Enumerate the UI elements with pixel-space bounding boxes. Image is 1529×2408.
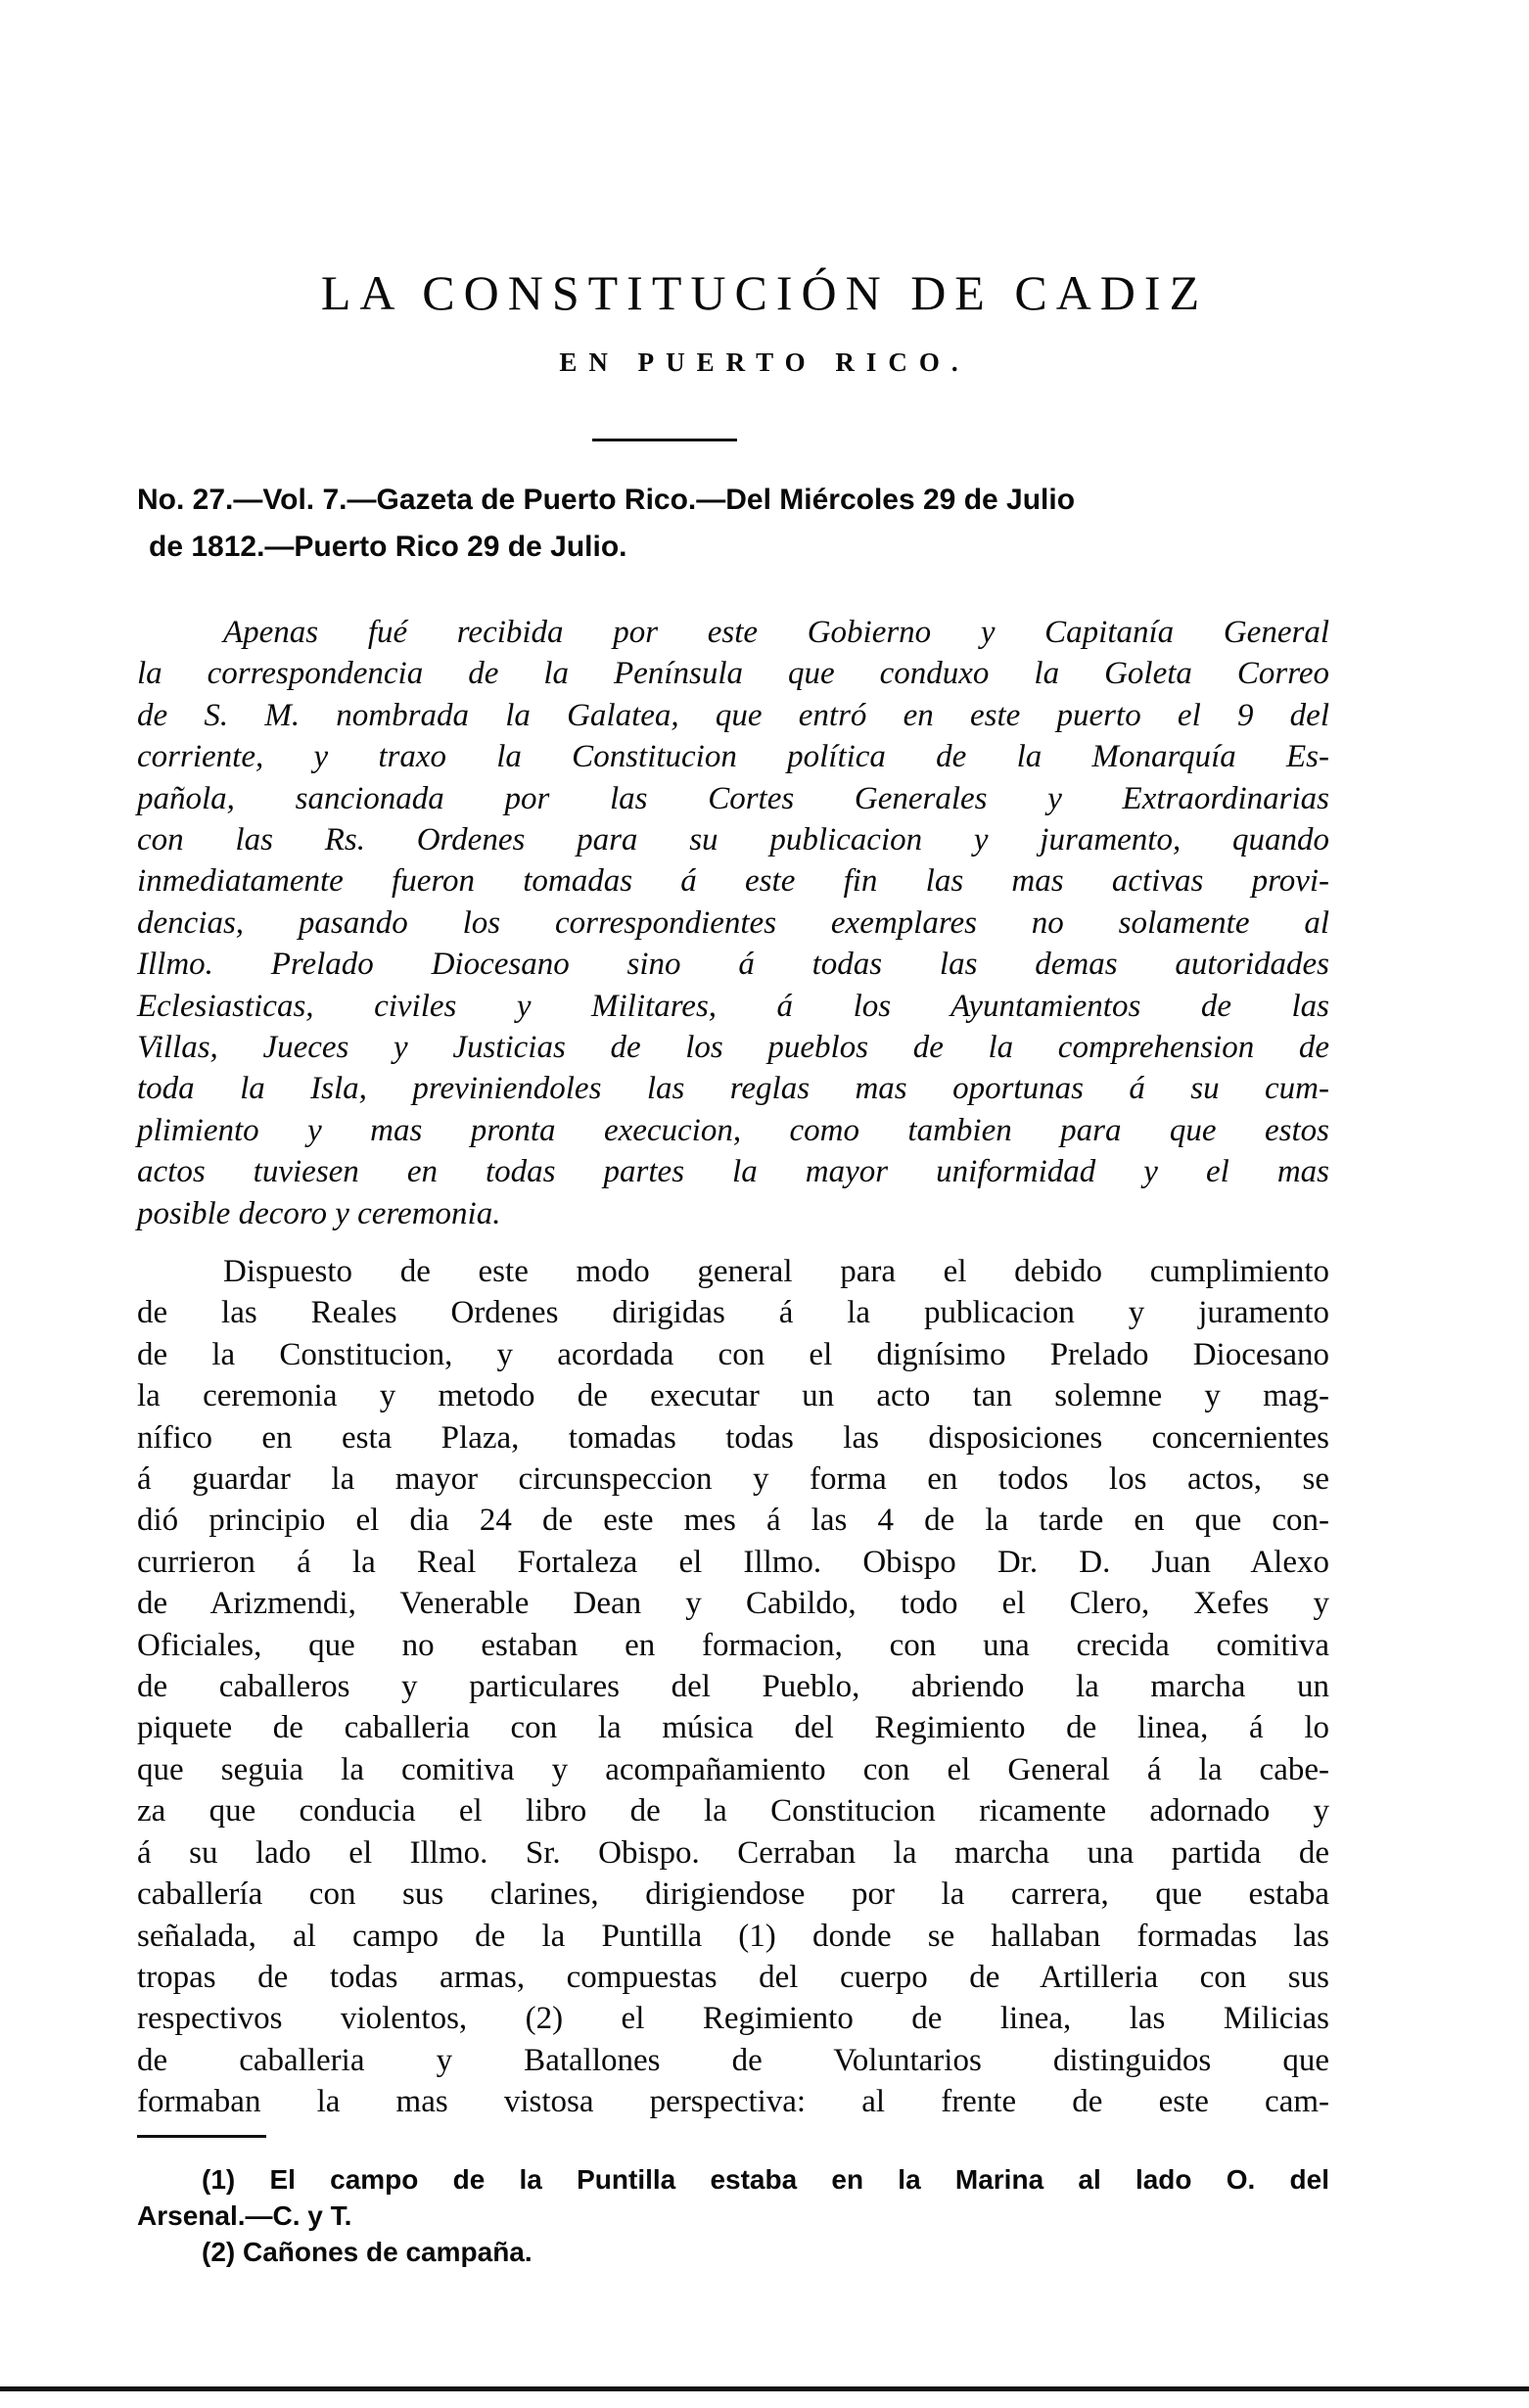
body-line: za que conducia el libro de la Constitucion ricamente adornado y <box>137 1793 1329 1829</box>
body-line: que seguia la comitiva y acompañamiento con el General á la cabe- <box>137 1751 1329 1787</box>
body-line: piquete de caballeria con la música del Regimiento de linea, á lo <box>137 1710 1329 1746</box>
body-line: currieron á la Real Fortaleza el Illmo. Obispo Dr. D. Juan Alexo <box>137 1544 1329 1580</box>
italic-line: la correspondencia de la Península que conduxo la Goleta Correo <box>137 656 1329 692</box>
body-line: señalada, al campo de la Puntilla (1) donde se hallaban formadas las <box>137 1918 1329 1954</box>
title-divider <box>592 439 737 441</box>
italic-line: toda la Isla, previniendoles las reglas mas oportunas á su cum- <box>137 1071 1329 1107</box>
body-line: la ceremonia y metodo de executar un acto tan solemne y mag- <box>137 1378 1329 1414</box>
body-line: tropas de todas armas, compuestas del cuerpo de Artilleria con sus <box>137 1959 1329 1995</box>
italic-line: Eclesiasticas, civiles y Militares, á los Ayuntamientos de las <box>137 988 1329 1024</box>
italic-line: inmediatamente fueron tomadas á este fin las mas activas provi- <box>137 863 1329 900</box>
body-line: de las Reales Ordenes dirigidas á la publicacion y juramento <box>137 1295 1329 1331</box>
footnote-1-line-1: (1) El campo de la Puntilla estaba en la Marina al lado O. del <box>202 2164 1329 2195</box>
body-line: de Arizmendi, Venerable Dean y Cabildo, todo el Clero, Xefes y <box>137 1586 1329 1622</box>
italic-line: con las Rs. Ordenes para su publicacion y juramento, quando <box>137 822 1329 858</box>
italic-line: pañola, sancionada por las Cortes Generales y Extraordinarias <box>137 780 1329 816</box>
page-bottom-border <box>0 2386 1529 2391</box>
document-title: LA CONSTITUCIÓN DE CADIZ <box>320 265 1209 320</box>
italic-line: posible decoro y ceremonia. <box>137 1195 501 1231</box>
italic-line: de S. M. nombrada la Galatea, que entró en este puerto el 9 del <box>137 697 1329 733</box>
body-line: caballería con sus clarines, dirigiendose por la carrera, que estaba <box>137 1876 1329 1913</box>
footnote-2: (2) Cañones de campaña. <box>202 2237 533 2267</box>
body-line: formaban la mas vistosa perspectiva: al frente de este cam- <box>137 2084 1329 2120</box>
gazette-citation-line-2: de 1812.—Puerto Rico 29 de Julio. <box>149 531 627 563</box>
italic-line: dencias, pasando los correspondientes exemplares no solamente al <box>137 904 1329 941</box>
italic-line: Villas, Jueces y Justicias de los pueblos de la comprehension de <box>137 1030 1329 1066</box>
footnotes <box>137 2161 1329 2270</box>
italic-line: actos tuviesen en todas partes la mayor uniformidad y el mas <box>137 1154 1329 1190</box>
footnote-1-line-2: Arsenal.—C. y T. <box>137 2200 352 2231</box>
body-line: de caballeros y particulares del Pueblo, abriendo la marcha un <box>137 1669 1329 1705</box>
body-line: Dispuesto de este modo general para el debido cumplimiento <box>223 1254 1329 1289</box>
italic-paragraph <box>137 612 1329 1234</box>
italic-line: corriente, y traxo la Constitucion política de la Monarquía Es- <box>137 739 1329 775</box>
gazette-citation <box>137 477 1329 571</box>
italic-line: Illmo. Prelado Diocesano sino á todas las demas autoridades <box>137 947 1329 983</box>
body-line: nífico en esta Plaza, tomadas todas las disposiciones concernientes <box>137 1419 1329 1456</box>
body-line: á su lado el Illmo. Sr. Obispo. Cerraban la marcha una partida de <box>137 1834 1329 1871</box>
body-line: de la Constitucion, y acordada con el dignísimo Prelado Diocesano <box>137 1336 1329 1372</box>
body-line: á guardar la mayor circunspeccion y forma en todos los actos, se <box>137 1461 1329 1498</box>
body-line: Oficiales, que no estaban en formacion, con una crecida comitiva <box>137 1627 1329 1663</box>
gazette-citation-line-1: No. 27.—Vol. 7.—Gazeta de Puerto Rico.—Del Miércoles 29 de Julio <box>137 484 1076 516</box>
document-subtitle: EN PUERTO RICO. <box>559 347 970 377</box>
footnote-divider <box>137 2135 266 2138</box>
italic-line: plimiento y mas pronta execucion, como tambien para que estos <box>137 1112 1329 1148</box>
body-line: de caballeria y Batallones de Voluntarios distinguidos que <box>137 2042 1329 2078</box>
body-line: respectivos violentos, (2) el Regimiento de linea, las Milicias <box>137 2001 1329 2037</box>
italic-line: Apenas fué recibida por este Gobierno y Capitanía General <box>223 615 1329 650</box>
body-paragraph <box>137 1251 1329 2123</box>
body-line: dió principio el dia 24 de este mes á las 4 de la tarde en que con- <box>137 1503 1329 1539</box>
